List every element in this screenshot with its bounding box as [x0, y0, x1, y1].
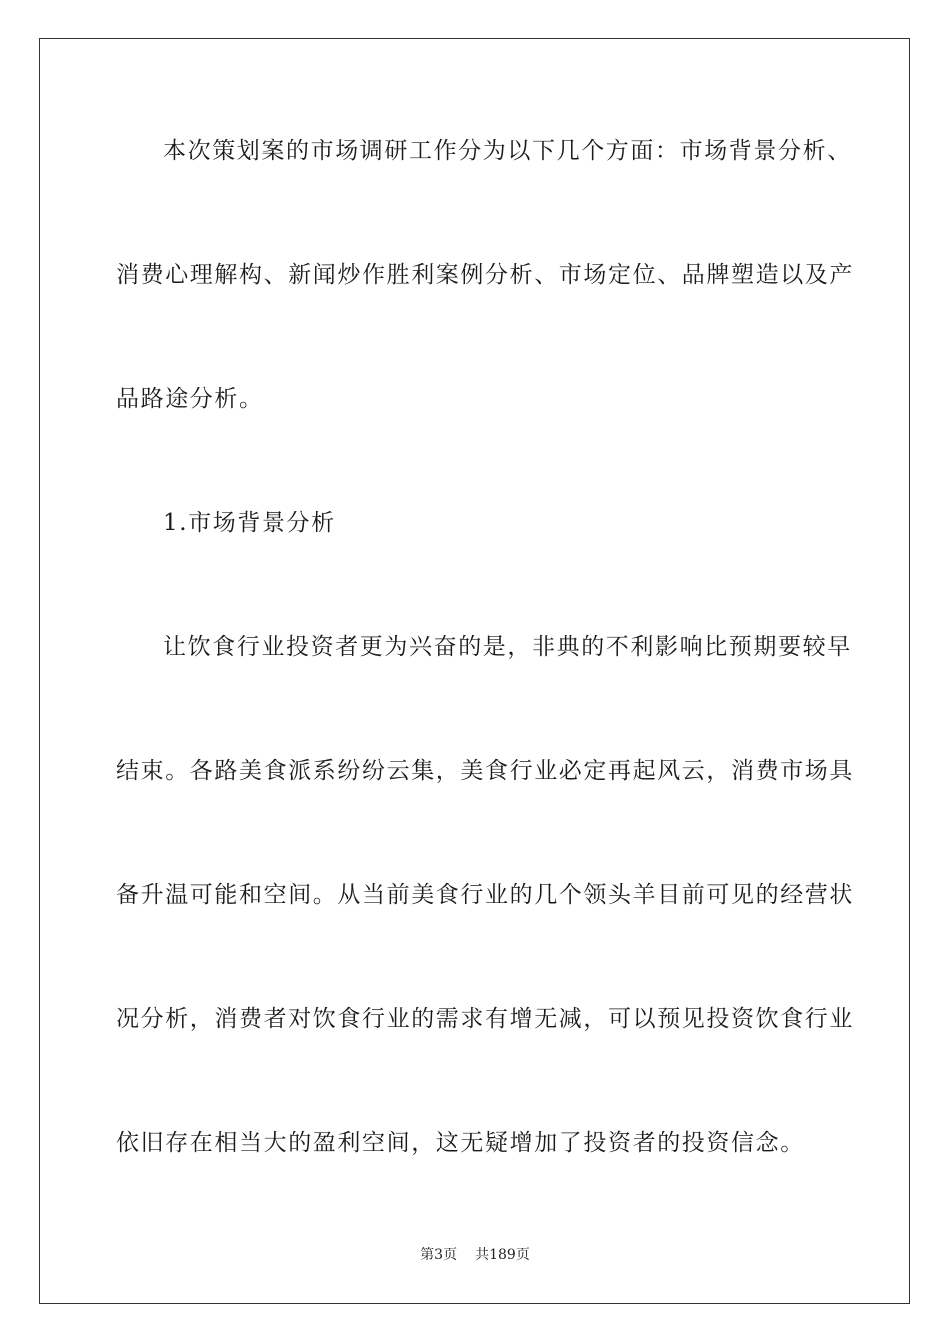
paragraph-line: 况分析，消费者对饮食行业的需求有增无减，可以预见投资饮食行业	[116, 1006, 854, 1032]
page-border	[39, 38, 910, 1304]
paragraph-line: 本次策划案的市场调研工作分为以下几个方面：市场背景分析、	[163, 138, 852, 164]
page-number: 第3页	[420, 1247, 458, 1263]
paragraph-line: 依旧存在相当大的盈利空间，这无疑增加了投资者的投资信念。	[116, 1130, 805, 1156]
paragraph-line: 让饮食行业投资者更为兴奋的是，非典的不利影响比预期要较早	[163, 634, 852, 660]
paragraph-line: 结束。各路美食派系纷纷云集，美食行业必定再起风云，消费市场具	[116, 758, 854, 784]
paragraph-line: 品路途分析。	[116, 386, 264, 412]
page-footer	[0, 1246, 950, 1264]
section-heading: 1.市场背景分析	[163, 510, 336, 536]
paragraph-line: 备升温可能和空间。从当前美食行业的几个领头羊目前可见的经营状	[116, 882, 854, 908]
paragraph-line: 消费心理解构、新闻炒作胜利案例分析、市场定位、品牌塑造以及产	[116, 262, 854, 288]
total-pages: 共189页	[475, 1247, 530, 1263]
